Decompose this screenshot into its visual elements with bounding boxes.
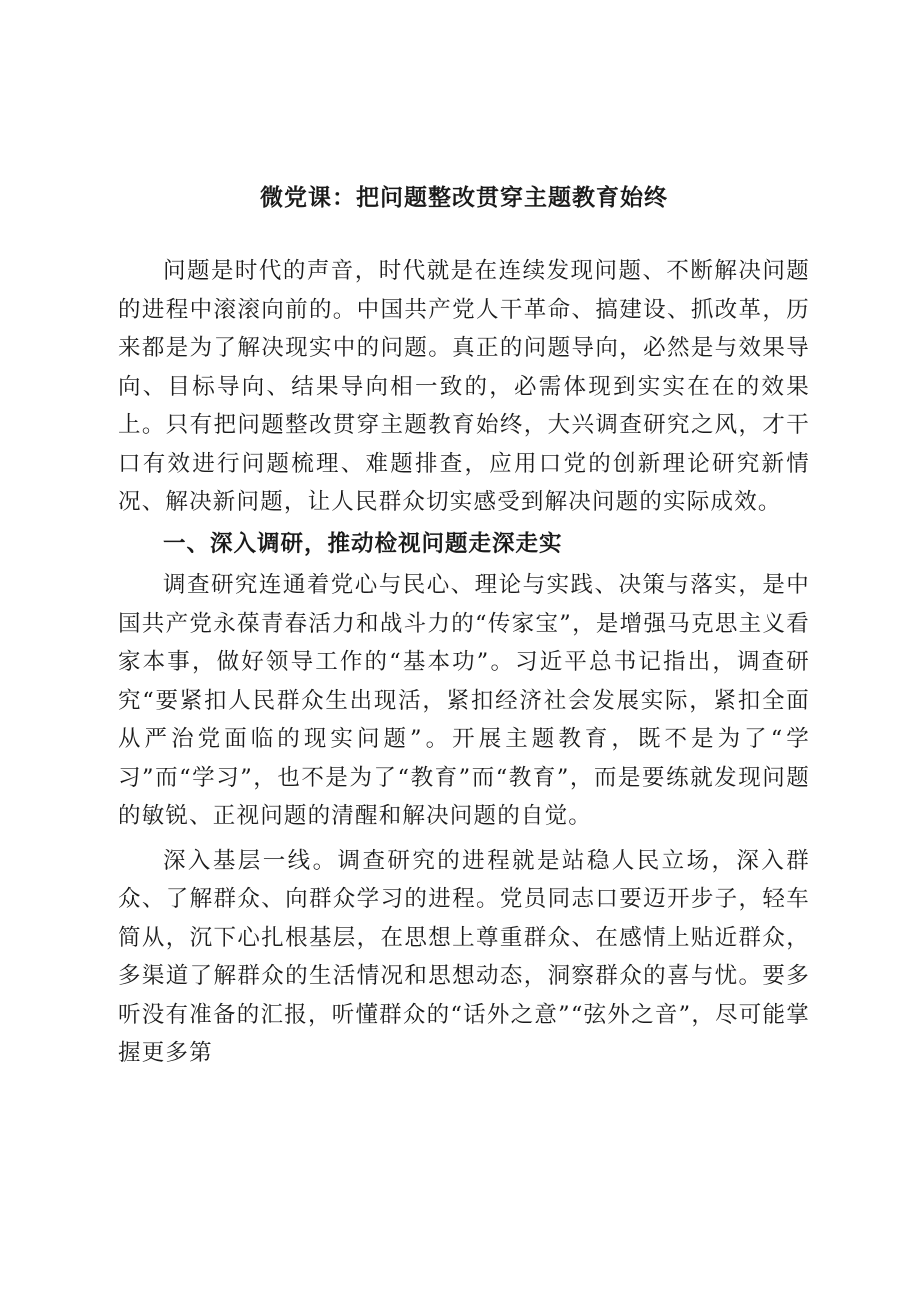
section1-paragraph-1: 调查研究连通着党心与民心、理论与实践、决策与落实，是中国共产党永葆青春活力和战斗力的“传家宝”，是增强马克思主义看家本事，做好领导工作的“基本功”。习近平总书记指出，调查研究“要紧扣人民群众生出现活，紧扣经济社会发展实际，紧扣全面从严治党面临的现实问题”。开展主题教育，既不是为了“学习”而“学习”，也不是为了“教育”而“教育”，而是要练就发现问题的敏锐、正视问题的清醒和解决问题的自觉。 (118, 572, 810, 829)
intro-paragraph: 问题是时代的声音，时代就是在连续发现问题、不断解决问题的进程中滚滚向前的。中国共产党人干革命、搞建设、抓改革，历来都是为了解决现实中的问题。真正的问题导向，必然是与效果导向、目标导向、结果导向相一致的，必需体现到实实在在的效果上。只有把问题整改贯穿主题教育始终，大兴调查研究之风，才干口有效进行问题梳理、难题排查，应用口党的创新理论研究新情况、解决新问题，让人民群众切实感受到解决问题的实际成效。 (118, 258, 810, 515)
document-page (118, 160, 810, 1073)
document-title: 微党课：把问题整改贯穿主题教育始终 (260, 185, 668, 211)
section-heading-1: 一、深入调研，推动检视问题走深走实 (163, 530, 563, 557)
section1-paragraph-2: 深入基层一线。调查研究的进程就是站稳人民立场，深入群众、了解群众、向群众学习的进程。党员同志口要迈开步子，轻车简从，沉下心扎根基层，在思想上尊重群众、在感情上贴近群众，多渠道了解群众的生活情况和思想动态，洞察群众的喜与忧。要多听没有准备的汇报，听懂群众的“话外之意”“弦外之音”，尽可能掌握更多第 (118, 847, 810, 1066)
